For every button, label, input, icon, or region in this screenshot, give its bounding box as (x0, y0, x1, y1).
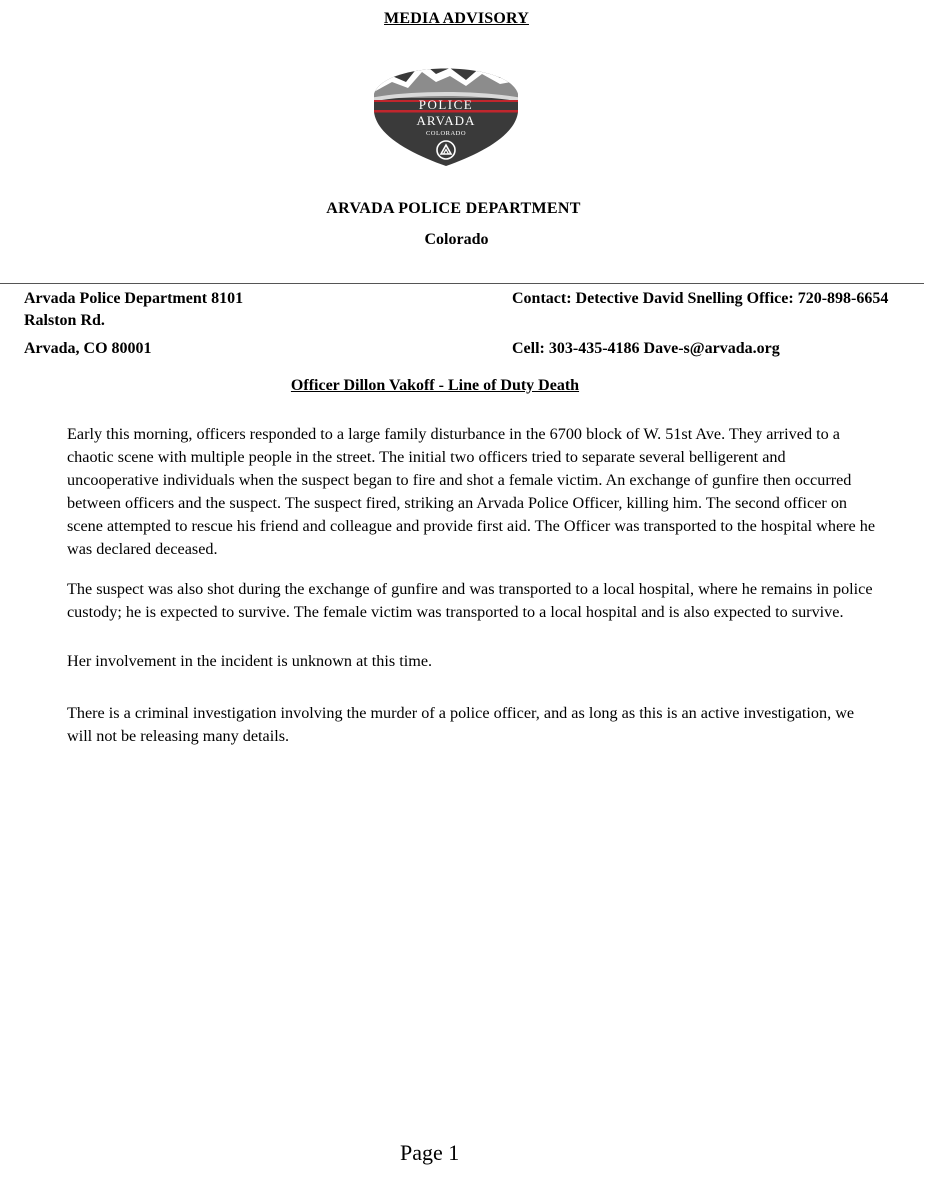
body-paragraph-3: Her involvement in the incident is unknown at this time. (67, 652, 433, 670)
badge-text-colorado: COLORADO (425, 130, 467, 137)
body-paragraph-4: There is a criminal investigation involving the murder of a police officer, and as long as this is an active investigation, we will not be releasing many details. (67, 704, 855, 745)
body-paragraph-2: The suspect was also shot during the exchange of gunfire and was transported to a local hospital, where he remains in police custody; he is expected to survive. The female victim was transported to a local hospital and is also expected to survive. (67, 580, 873, 621)
page-number: Page 1 (400, 1140, 460, 1165)
body-paragraph-1: Early this morning, officers responded to a large family disturbance in the 6700 block of W. 51st Ave. They arrived to a chaotic scene with multiple people in the street. The initial two officers tried to separate several belligerent and uncooperative individuals when the suspect began to fire and shot a female victim. An exchange of gunfire then occurred between officers and the suspect. The suspect fired, striking an Arvada Police Officer, killing him. The second officer on scene attempted to rescue his friend and colleague and provide first aid. The Officer was transported to the hospital where he was declared deceased. (67, 425, 876, 558)
department-state: Colorado (424, 231, 489, 248)
department-name: ARVADA POLICE DEPARTMENT (326, 200, 581, 217)
badge-text-arvada: ARVADA (416, 113, 476, 128)
contact-office: Contact: Detective David Snelling Office: 720-898-6654 (512, 290, 889, 307)
contact-cell-email: Cell: 303-435-4186 Dave-s@arvada.org (512, 340, 780, 357)
subject-heading: Officer Dillon Vakoff - Line of Duty Death (290, 377, 580, 394)
advisory-title: MEDIA ADVISORY (384, 10, 529, 27)
address-line-1: Arvada Police Department 8101 Ralston Rd. (24, 290, 244, 329)
address-line-2: Arvada, CO 80001 (24, 340, 152, 357)
badge-text-police: POLICE (418, 97, 474, 112)
header-divider (0, 283, 924, 284)
arvada-police-badge-logo (370, 50, 522, 168)
